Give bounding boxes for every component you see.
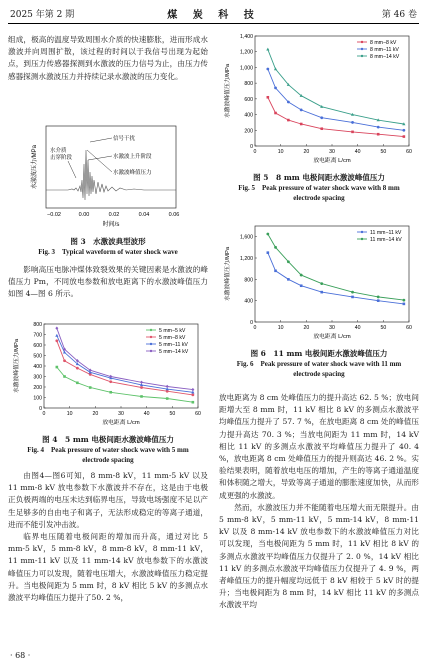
y-tick-label: 800	[244, 277, 253, 284]
y-tick-label: 200	[33, 385, 42, 391]
issue-label: 2025 年第 2 期	[10, 10, 75, 20]
volume-label: 第 46 卷	[381, 10, 417, 20]
y-tick-label: 500	[33, 353, 42, 360]
x-axis-label: 放电距离 L/cm	[102, 420, 140, 426]
data-point	[109, 391, 112, 394]
left-column	[8, 34, 208, 83]
paragraph: 影响高压电脉冲煤体致裂效果的关键因素是水激波的峰值压力 Pm，不同放电参数和放电距离下的水激波峰值压力如图 4—图 6 所示。	[8, 265, 208, 299]
data-point	[300, 123, 303, 126]
x-tick-label: 60	[406, 325, 412, 331]
x-tick-label: 30	[329, 149, 335, 155]
data-point	[267, 251, 270, 254]
y-tick-label: 200	[244, 128, 253, 135]
data-point	[287, 119, 290, 122]
data-point	[191, 393, 194, 396]
y-tick-label: 400	[33, 364, 42, 370]
x-tick-label: 50	[169, 411, 176, 417]
paragraph: 临界电压随着电极间距的增加而升高，通过对比 5 mm-5 kV，5 mm-8 kV，8 mm-8 kV，8 mm-11 kV，11 mm-11 kV 以及 11 mm-14 kV 放电参数下的水激波峰值压力可以发现，随着电压增大，水激波峰值压力稳定提升。当电极间距为 5 mm 时，8 kV 相比 5 kV 的多测点水激波平均峰值压力提升了50. 2 %，	[8, 532, 208, 603]
legend-label: 11 mm−11 kV	[370, 230, 402, 236]
fig3-xticks	[47, 212, 179, 218]
fig6-caption-en: Fig. 6 Peak pressure of water shock wave with 11 mm electrode spacing	[236, 360, 402, 378]
data-point	[351, 121, 354, 124]
y-tick-label: 1,400	[240, 34, 253, 40]
data-point	[63, 375, 66, 378]
x-tick-label: 60	[406, 149, 412, 155]
data-point	[320, 291, 323, 294]
data-point	[300, 274, 303, 277]
y-tick-label: 1,000	[240, 65, 253, 72]
page-number: · 68 ·	[10, 651, 31, 660]
y-tick-label: 800	[244, 81, 253, 88]
fig3-waveform	[8, 120, 208, 232]
legend-marker	[361, 48, 363, 50]
x-tick-label: 50	[380, 149, 387, 155]
legend-marker	[361, 238, 363, 240]
y-tick-label: 600	[33, 343, 42, 349]
data-point	[300, 284, 303, 287]
data-point	[76, 382, 79, 385]
x-tick-label: 60	[195, 411, 201, 417]
figure-6	[219, 220, 419, 379]
data-point	[320, 282, 323, 285]
data-point	[351, 131, 354, 134]
fig3-xtick: 0.04	[138, 212, 150, 218]
fig4-caption-en: Fig. 4 Peak pressure of water shock wave with 5 mm electrode spacing	[27, 446, 189, 464]
paragraph: 放电距离为 8 cm 处峰值压力的提升高达 62. 5 %；放电间距增大至 8 mm 时，11 kV 相比 8 kV 的多测点水激波平均峰值压力提升了 57. 7 %，在放电距离 8 cm 处的峰值压力提升高达 70. 3 %；当放电间距为 11 mm 时，14 kV 相比 11 kV 的多测点水激波平均峰值压力提升了 40. 4 %，放电距离 8 cm 处峰值压力的提升则高达 46. 2 %。实验结果表明，随着放电电压的增加，产生的等离子通道温度和体积随之增大，导致等离子通道的膨胀速度加快，从而形成更强的水激波。	[219, 393, 419, 500]
y-tick-label: 700	[33, 332, 42, 339]
x-axis-label: 放电距离 L/cm	[313, 158, 351, 164]
data-point	[300, 108, 303, 111]
data-point	[377, 133, 380, 136]
data-point	[377, 126, 380, 129]
legend-label: 5 mm−11 kV	[159, 342, 188, 348]
y-tick-label: 0	[250, 144, 253, 150]
data-point	[109, 380, 112, 383]
data-point	[320, 127, 323, 130]
y-tick-label: 300	[33, 374, 42, 381]
data-point	[166, 397, 169, 400]
y-tick-label: 0	[250, 320, 253, 326]
legend-marker	[150, 343, 152, 345]
fig3-xtick: −0.02	[47, 212, 61, 218]
x-tick-label: 20	[92, 411, 99, 417]
x-tick-label: 40	[143, 411, 150, 417]
right-column-text	[219, 392, 419, 612]
fig4-caption-cn: 图 4 5 mm 电极间距水激波峰值压力	[42, 435, 174, 444]
y-tick-label: 400	[244, 298, 253, 305]
figure-3	[8, 120, 208, 257]
figure-5	[219, 30, 419, 203]
data-point	[351, 296, 354, 299]
x-tick-label: 10	[66, 411, 73, 417]
journal-title: 煤 炭 科 技	[167, 10, 260, 21]
legend-label: 8 mm−14 kV	[370, 54, 400, 60]
fig3-ylabel: 水激波压力/MPa	[32, 144, 38, 190]
data-point	[377, 296, 380, 299]
data-point	[140, 395, 143, 398]
fig3-annot-rise: 水激波上升阶段	[113, 154, 152, 160]
legend-marker	[150, 350, 152, 352]
data-point	[320, 116, 323, 119]
legend-label: 5 mm−14 kV	[159, 349, 189, 355]
y-tick-label: 1,200	[240, 256, 253, 262]
data-point	[266, 233, 269, 236]
y-tick-label: 1,600	[240, 234, 253, 241]
paragraph: 组成，极高的温度导致周围水介质的快速膨胀，进而形成水激波并向周围扩散，该过程的时间以于我信号出现为起始点，到压力传感器探测到水激波的压力信号为止，由压力传感器探测水激波压力并持续记录水激波的压力变化。	[8, 35, 208, 81]
fig5-caption-cn: 图 5 8 mm 电极间距水激波峰值压力	[253, 173, 385, 182]
legend-label: 8 mm−11 kV	[370, 47, 399, 53]
y-axis-label: 水激波峰值压力/MPa	[225, 246, 231, 302]
y-tick-label: 100	[33, 395, 42, 402]
data-point	[287, 278, 290, 281]
data-point	[402, 129, 405, 132]
data-point	[266, 68, 269, 71]
fig3-xtick: 0.00	[78, 212, 90, 218]
fig3-xlabel: 时间/s	[102, 222, 120, 228]
left-column-tail	[8, 470, 208, 604]
running-header	[0, 0, 427, 26]
legend-label: 8 mm−8 kV	[370, 40, 397, 46]
y-axis-label: 水激波峰值压力/MPa	[225, 63, 231, 119]
x-tick-label: 20	[303, 325, 310, 331]
data-point	[274, 112, 277, 115]
fig5-caption-en: Fig. 5 Peak pressure of water shock wave with 8 mm electrode spacing	[238, 184, 400, 202]
data-point	[140, 386, 143, 389]
fig3-annot-peak: 水激波峰值压力	[113, 170, 152, 176]
x-tick-label: 40	[354, 325, 361, 331]
legend-label: 5 mm−8 kV	[159, 335, 186, 341]
legend-marker	[361, 231, 363, 233]
x-tick-label: 0	[253, 325, 257, 331]
x-tick-label: 0	[42, 411, 46, 417]
fig6-caption-cn: 图 6 11 mm 电极间距水激波峰值压力	[250, 349, 388, 358]
fig3-annot-signal: 信号干扰	[113, 136, 136, 142]
data-point	[192, 401, 195, 404]
fig3-caption-en: Fig. 3 Typical waveform of water shock wave	[38, 248, 178, 256]
data-point	[56, 366, 59, 369]
data-point	[63, 359, 66, 362]
data-point	[274, 246, 277, 249]
fig4-chart	[8, 318, 208, 430]
paragraph: 然而，水激波压力并不能随着电压增大而无限提升。由 5 mm-8 kV，5 mm-11 kV，5 mm-14 kV，8 mm-11 kV 以及 8 mm-14 kV 放电参数下的水激波峰值压力对比可以发现，当电极间距为 5 mm 时，11 kV 相比 8 kV 的多测点水激波平均峰值压力仅提升了 2. 0 %，14 kV 相比 11 kV 的多测点水激波平均峰值压力仅提升了 4. 9 %，两者峰值压力的提升幅度均远低于 8 kV 相较于 5 kV 时的提升；当电极间距为 8 mm 时，14 kV 相比 11 kV 的多测点水激波平均	[219, 502, 419, 610]
x-tick-label: 10	[277, 149, 284, 155]
fig3-xtick: 0.02	[108, 212, 120, 218]
y-tick-label: 400	[244, 112, 253, 119]
legend-marker	[361, 41, 363, 43]
y-tick-label: 0	[39, 406, 42, 412]
data-point	[403, 303, 406, 306]
x-tick-label: 30	[118, 411, 124, 417]
paragraph: 由图4—图6可知，8 mm-8 kV，11 mm-5 kV 以及 11 mm-8 kV 放电参数下水激波并不存在，这是由于电极正负极两端的电压未达到临界电压，导致电场强度不足以产生足够多的自由电子和离子，无法形成稳定的等离子通道，进而不能引发冲击波。	[8, 471, 208, 529]
y-tick-label: 1,200	[240, 49, 253, 56]
data-point	[267, 96, 270, 99]
x-tick-label: 0	[253, 149, 257, 155]
x-tick-label: 20	[303, 149, 310, 155]
legend-marker	[150, 336, 152, 338]
x-tick-label: 40	[354, 149, 361, 155]
data-point	[377, 299, 380, 302]
data-point	[274, 270, 277, 273]
legend-marker	[150, 329, 152, 331]
y-tick-label: 800	[33, 322, 42, 328]
x-tick-label: 50	[380, 325, 387, 331]
fig3-annot-stage1: 水介质	[50, 148, 67, 154]
data-point	[76, 367, 79, 370]
legend-marker	[361, 55, 363, 57]
x-axis-label: 放电距离 L/cm	[313, 334, 351, 340]
fig3-annot-stage2: 击穿阶段	[50, 155, 73, 161]
x-tick-label: 10	[277, 325, 284, 331]
legend-label: 5 mm−5 kV	[159, 328, 186, 334]
fig3-caption-cn: 图 3 水激波典型波形	[70, 237, 146, 246]
data-point	[89, 386, 92, 389]
data-point	[403, 135, 406, 138]
fig3-xtick: 0.06	[168, 212, 180, 218]
data-point	[274, 86, 277, 89]
legend-label: 11 mm−14 kV	[370, 237, 402, 243]
x-tick-label: 30	[329, 325, 335, 331]
data-point	[402, 299, 405, 302]
data-point	[351, 291, 354, 294]
data-point	[287, 101, 290, 104]
y-axis-label: 水激波峰值压力/MPa	[14, 338, 20, 394]
left-column-cont	[8, 264, 208, 301]
header-rule	[8, 23, 419, 24]
fig6-chart	[219, 220, 419, 344]
data-point	[287, 260, 290, 263]
figure-4	[8, 318, 208, 465]
data-point	[55, 339, 58, 342]
fig5-chart	[219, 30, 419, 168]
y-tick-label: 600	[244, 96, 253, 103]
